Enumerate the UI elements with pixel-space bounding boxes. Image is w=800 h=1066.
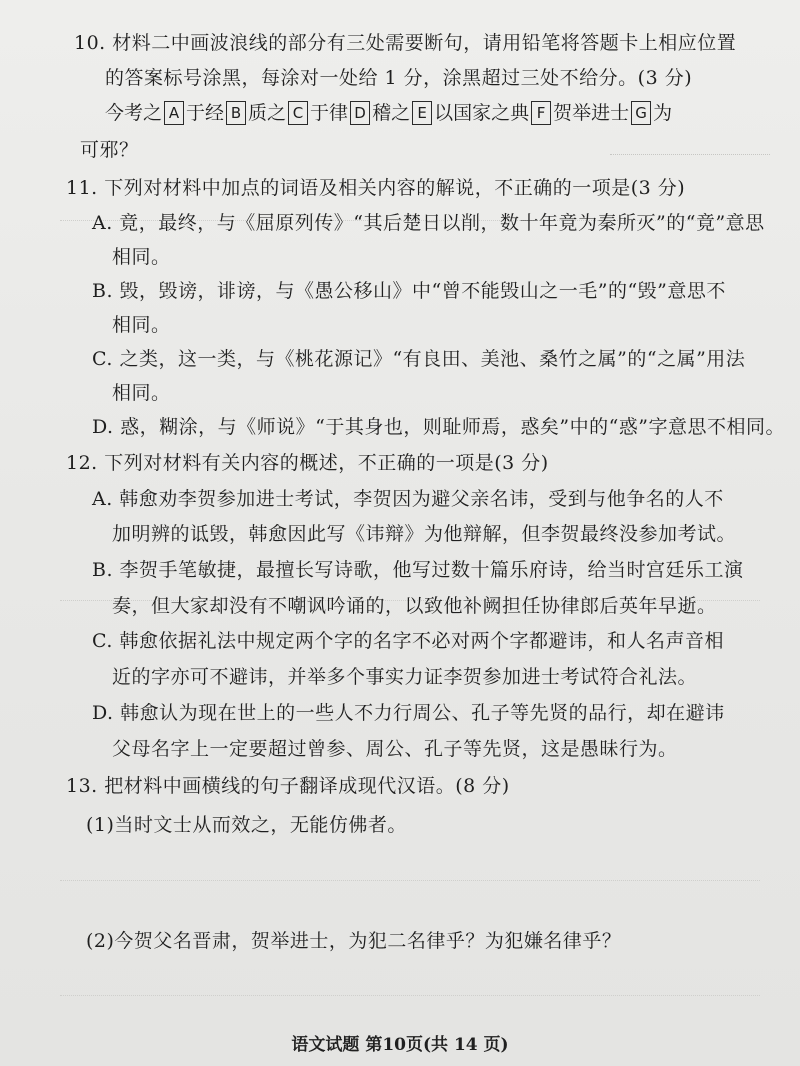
q10-answer-box-a[interactable]: A [164,101,184,125]
q12-option-d-line2: 父母名字上一定要超过曾参、周公、孔子等先贤，这是愚昧行为。 [112,738,678,760]
q10-part: 以国家之典 [434,102,530,124]
q12-option-d-line1: D. 韩愈认为现在世上的一些人不力行周公、孔子等先贤的品行，却在避讳 [92,702,725,724]
q10-part: 为 [653,102,673,124]
q12-option-b-line1: B. 李贺手笔敏捷，最擅长写诗歌，他写过数十篇乐府诗，给当时宫廷乐工演 [92,559,744,581]
q10-answer-box-e[interactable]: E [412,101,432,125]
q13-stem: 13. 把材料中画横线的句子翻译成现代汉语。(8 分) [66,775,510,797]
q13-sentence-2: (2)今贺父名晋肃，贺举进士，为犯二名律乎？为犯嫌名律乎？ [86,930,622,952]
q11-option-b-line2: 相同。 [112,314,171,336]
q12-option-a-line2: 加明辨的诋毁，韩愈因此写《讳辩》为他辩解，但李贺最终没参加考试。 [112,523,737,545]
q10-part: 稽之 [372,102,411,124]
bleed-through-mark [60,870,760,881]
q13-sentence-1: (1)当时文士从而效之，无能仿佛者。 [86,814,407,836]
page-footer: 语文试题 第10页(共 14 页) [291,1035,509,1055]
q10-part: 质之 [248,102,287,124]
q11-stem: 11. 下列对材料中加点的词语及相关内容的解说，不正确的一项是(3 分) [66,177,686,199]
q11-option-a-line1: A. 竟，最终，与《屈原列传》“其后楚日以削，数十年竟为秦所灭”的“竟”意思 [92,212,765,234]
bleed-through-mark [610,140,770,155]
q11-option-b-line1: B. 毁，毁谤，诽谤，与《愚公移山》中“曾不能毁山之一毛”的“毁”意思不 [92,280,726,302]
q10-part: 今考之 [105,102,163,124]
q10-answer-box-g[interactable]: G [631,101,651,125]
q11-option-d-line1: D. 惑，糊涂，与《师说》“于其身也，则耻师焉，惑矣”中的“惑”字意思不相同。 [92,416,785,438]
q12-stem: 12. 下列对材料有关内容的概述，不正确的一项是(3 分) [66,452,549,474]
q12-option-c-line2: 近的字亦可不避讳，并举多个事实力证李贺参加进士考试符合礼法。 [112,666,698,688]
q11-option-c-line1: C. 之类，这一类，与《桃花源记》“有良田、美池、桑竹之属”的“之属”用法 [92,348,746,370]
q10-sentence-end: 可邪？ [80,139,139,161]
q10-stem-line1: 10. 材料二中画波浪线的部分有三处需要断句，请用铅笔将答题卡上相应位置 [74,32,737,54]
q10-answer-box-d[interactable]: D [350,101,370,125]
q11-option-a-line2: 相同。 [112,246,171,268]
q12-option-a-line1: A. 韩愈劝李贺参加进士考试，李贺因为避父亲名讳，受到与他争名的人不 [92,488,724,510]
q10-part: 于律 [310,102,349,124]
q10-answer-box-b[interactable]: B [226,101,246,125]
bleed-through-mark [60,985,760,996]
q10-answer-box-c[interactable]: C [288,101,308,125]
q12-option-c-line1: C. 韩愈依据礼法中规定两个字的名字不必对两个字都避讳，和人名声音相 [92,630,724,652]
q10-part: 贺举进士 [553,102,630,124]
q11-option-c-line2: 相同。 [112,382,171,404]
q10-sentence [105,100,672,126]
q10-stem-line2: 的答案标号涂黑，每涂对一处给 1 分，涂黑超过三处不给分。(3 分) [105,67,693,89]
q10-answer-box-f[interactable]: F [531,101,551,125]
q12-option-b-line2: 奏，但大家却没有不嘲讽吟诵的，以致他补阙担任协律郎后英年早逝。 [112,595,717,617]
q10-part: 于经 [186,102,225,124]
